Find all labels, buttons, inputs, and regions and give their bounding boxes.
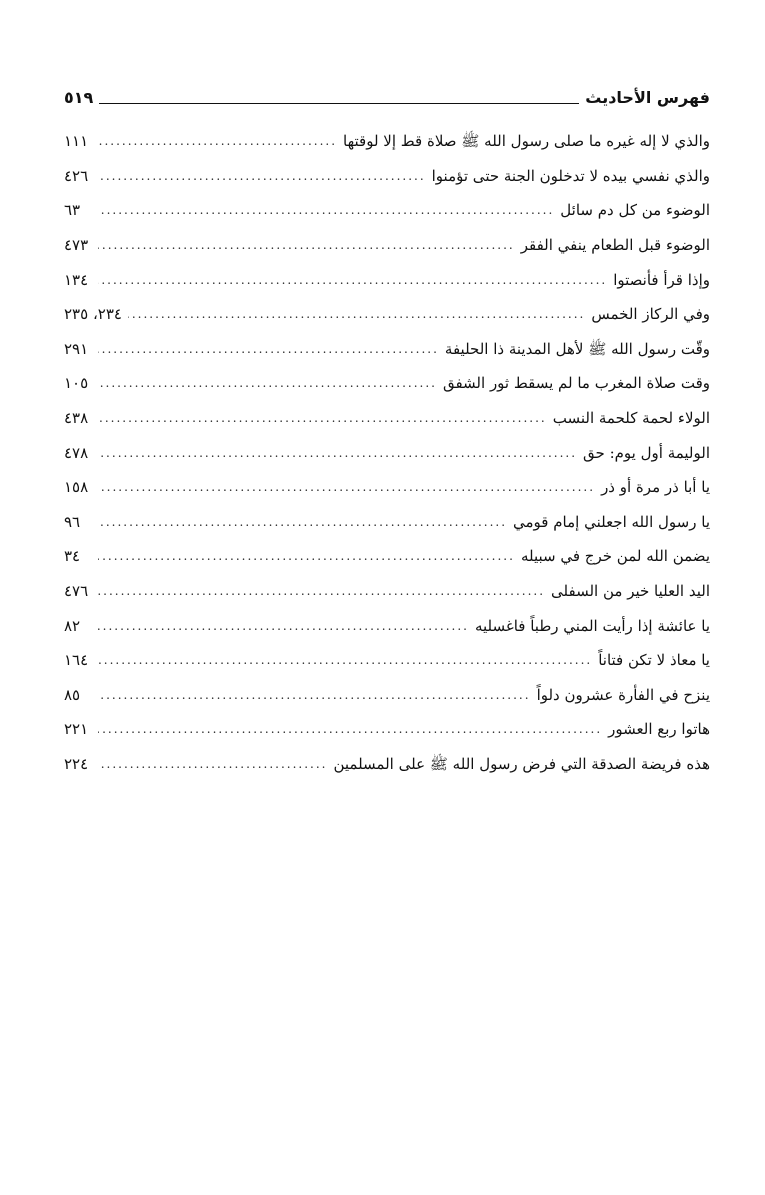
index-entry (64, 193, 710, 228)
index-entry (64, 401, 710, 436)
index-entry (64, 159, 710, 194)
dot-leader (98, 200, 554, 220)
dot-leader (98, 373, 437, 393)
entry-text: هاتوا ربع العشور (608, 720, 710, 739)
entry-text: يضمن الله لمن خرج في سبيله (520, 547, 710, 566)
index-entry (64, 228, 710, 263)
dot-leader (98, 512, 507, 532)
dot-leader (98, 581, 545, 601)
index-entry (64, 505, 710, 540)
index-entry (64, 124, 710, 159)
entry-page-number: ٤٣٨ (64, 409, 89, 428)
entry-text: الوضوء قبل الطعام ينفي الفقر (520, 236, 710, 255)
dot-leader (98, 546, 515, 566)
entry-text: وفي الركاز الخمس (591, 305, 710, 324)
entry-page-number: ١١١ (64, 132, 89, 151)
entry-page-number: ١٣٤ (64, 270, 89, 289)
dot-leader (98, 270, 607, 290)
index-entry (64, 470, 710, 505)
entry-page-number: ٤٧٦ (64, 582, 89, 601)
entry-page-number: ٤٧٣ (64, 236, 89, 255)
dot-leader (98, 477, 595, 497)
entry-text: يا رسول الله اجعلني إمام قومي (513, 512, 710, 531)
index-entry (64, 539, 710, 574)
running-header (64, 82, 710, 108)
entry-text: اليد العليا خير من السفلى (551, 582, 710, 601)
index-entry (64, 574, 710, 609)
entry-text: هذه فريضة الصدقة التي فرض رسول الله ﷺ على المسلمين (333, 754, 710, 773)
entry-page-number: ٣٤ (64, 547, 81, 566)
entry-text: يا أبا ذر مرة أو ذر (601, 478, 710, 497)
dot-leader (98, 685, 531, 705)
entry-page-number: ٨٥ (64, 685, 81, 704)
index-entry (64, 747, 710, 782)
entry-page-number: ٤٢٦ (64, 166, 89, 185)
index-entry (64, 366, 710, 401)
entry-text: والذي نفسي بيده لا تدخلون الجنة حتى تؤمنوا (431, 166, 710, 185)
entry-page-number: ١٦٤ (64, 651, 89, 670)
dot-leader (98, 754, 327, 774)
header-page-number: ٥١٩ (64, 88, 94, 107)
entry-text: وإذا قرأ فأنصتوا (613, 270, 710, 289)
entry-text: وقت صلاة المغرب ما لم يسقط ثور الشفق (442, 374, 710, 393)
hadith-index-list (64, 124, 710, 781)
entry-page-number: ١٥٨ (64, 478, 89, 497)
index-entry (64, 262, 710, 297)
index-entry (64, 678, 710, 713)
entry-page-number: ٤٧٨ (64, 443, 89, 462)
index-entry (64, 297, 710, 332)
dot-leader (98, 408, 547, 428)
entry-text: ينزح في الفأرة عشرون دلواً (536, 685, 710, 704)
entry-page-number: ٢٢٤ (64, 754, 89, 773)
dot-leader (98, 616, 469, 636)
index-entry (64, 643, 710, 678)
dot-leader (98, 235, 515, 255)
dot-leader (98, 131, 337, 151)
entry-text: الولاء لحمة كلحمة النسب (552, 409, 710, 428)
entry-text: الوضوء من كل دم سائل (560, 201, 710, 220)
entry-page-number: ٢٩١ (64, 339, 89, 358)
entry-page-number: ٢٢١ (64, 720, 89, 739)
header-title: فهرس الأحاديث (585, 88, 710, 107)
dot-leader (98, 166, 426, 186)
index-entry (64, 608, 710, 643)
entry-text: وقّت رسول الله ﷺ لأهل المدينة ذا الحليفة (444, 339, 710, 358)
entry-page-number: ٩٦ (64, 512, 81, 531)
dot-leader (98, 339, 439, 359)
entry-page-number: ١٠٥ (64, 374, 89, 393)
dot-leader (98, 650, 592, 670)
dot-leader (128, 304, 585, 324)
header-rule (99, 103, 579, 104)
entry-page-number: ٢٣٤، ٢٣٥ (64, 305, 122, 324)
entry-page-number: ٦٣ (64, 201, 81, 220)
entry-text: والذي لا إله غيره ما صلى رسول الله ﷺ صلاة قط إلا لوقتها (343, 132, 710, 151)
entry-text: يا معاذ لا تكن فتاناً (598, 651, 710, 670)
index-entry (64, 332, 710, 367)
dot-leader (98, 443, 577, 463)
index-entry (64, 712, 710, 747)
index-entry (64, 435, 710, 470)
entry-page-number: ٨٢ (64, 616, 81, 635)
entry-text: يا عائشة إذا رأيت المني رطباً فاغسليه (474, 616, 710, 635)
dot-leader (98, 719, 602, 739)
entry-text: الوليمة أول يوم: حق (583, 443, 710, 462)
